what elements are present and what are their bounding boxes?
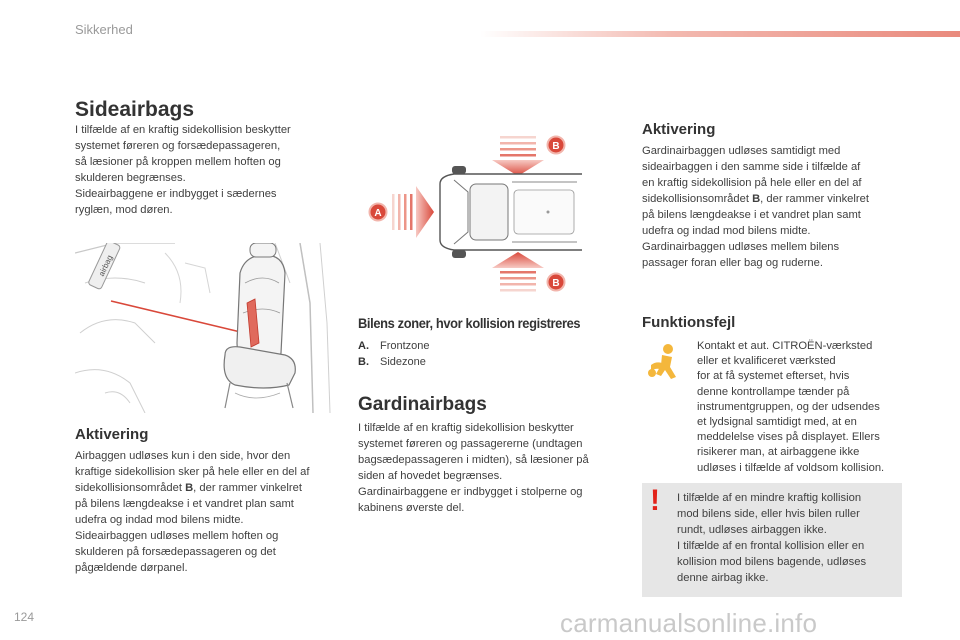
section-title: Sikkerhed: [75, 22, 133, 37]
left-activation-title: Aktivering: [75, 426, 149, 443]
seat-illustration: [75, 243, 337, 413]
gardinairbags-text: I tilfælde af en kraftig sidekollision beskytter systemet føreren og passagererne (undtagen bagsædepassageren i midten), så læsioner på siden af hovedet begrænses. Gardinairbaggene er indbygget i stolperne og kabinens øverste del.: [358, 422, 589, 514]
warning-exclamation-icon: !: [650, 484, 660, 517]
watermark: carmanualsonline.info: [560, 608, 818, 638]
airbag-tag-label: airbag: [96, 253, 115, 278]
zone-b-badge-top: [548, 137, 565, 154]
right-activation-text: Gardinairbaggen udløses samtidigt med sideairbaggen i den samme side i tilfælde af en kraftig sidekollision på hele eller en del af sidekollisionsområdet B, der rammer vinkelret på bilens længdeakse i et vandret plan samt udefra og indad mod bilens midte. Gardinairbaggen udløses mellem bilens passager foran eller bag og ruderne.: [642, 145, 869, 269]
gardinairbags-title: Gardinairbags: [358, 394, 487, 415]
page-number: 124: [14, 610, 35, 624]
warning-text: I tilfælde af en mindre kraftig kollision mod bilens side, eller hvis bilen ruller rundt, udløses airbaggen ikke. I tilfælde af en frontal kollision eller en kollision mod bilens bagende, udløses denne airbag ikke.: [677, 492, 867, 584]
zone-b-badge-bottom: [548, 274, 565, 291]
zones-legend: [358, 338, 608, 370]
fault-title: Funktionsfejl: [642, 314, 736, 331]
airbag-warning-lamp-icon: [646, 343, 686, 383]
right-activation-title: Aktivering: [642, 121, 716, 138]
collision-zones-diagram: [362, 130, 582, 300]
front-arrow: [392, 186, 434, 238]
fault-text: Kontakt et aut. CITROËN-værksted eller et kvalificeret værksted for at få systemet efterset, hvis denne kontrollampe tænder på instrumentgruppen, og der udsendes et lydsignal samtidigt med, at en meddelelse vises på displayet. Ellers risikerer man, at airbaggene ikke udløses i tilfælde af voldsom kollision.: [697, 340, 885, 474]
svg-text:A: A: [374, 208, 382, 219]
sideairbags-title: Sideairbags: [75, 98, 195, 121]
svg-text:B: B: [552, 278, 560, 289]
side-arrow-bottom: [492, 252, 544, 292]
car-top-view: [440, 166, 582, 258]
side-arrow-top: [492, 136, 544, 176]
svg-text:B: B: [552, 141, 560, 152]
left-activation-text: Airbaggen udløses kun i den side, hvor den kraftige sidekollision sker på hele eller en del af sidekollisionsområdet B, der rammer vinkelret på bilens længdeakse i et vandret plan samt udefra og indad mod bilens midte. Sideairbaggen udløses mellem hoften og skulderen på forsædepassageren og det pågældende dørpanel.: [75, 450, 310, 574]
zones-title: Bilens zoner, hvor kollision registreres: [358, 315, 581, 331]
sideairbags-intro: I tilfælde af en kraftig sidekollision beskytter systemet føreren og forsædepassageren, så læsioner på kroppen mellem hoften og skulderen begrænses. Sideairbaggene er indbygget i sædernes ryglæn, mod døren.: [75, 124, 291, 216]
legend-item: B. Sidezone: [358, 356, 426, 368]
legend-item: A. Frontzone: [358, 340, 430, 352]
zone-a-badge: [370, 204, 387, 221]
header-accent-bar: [480, 31, 960, 37]
